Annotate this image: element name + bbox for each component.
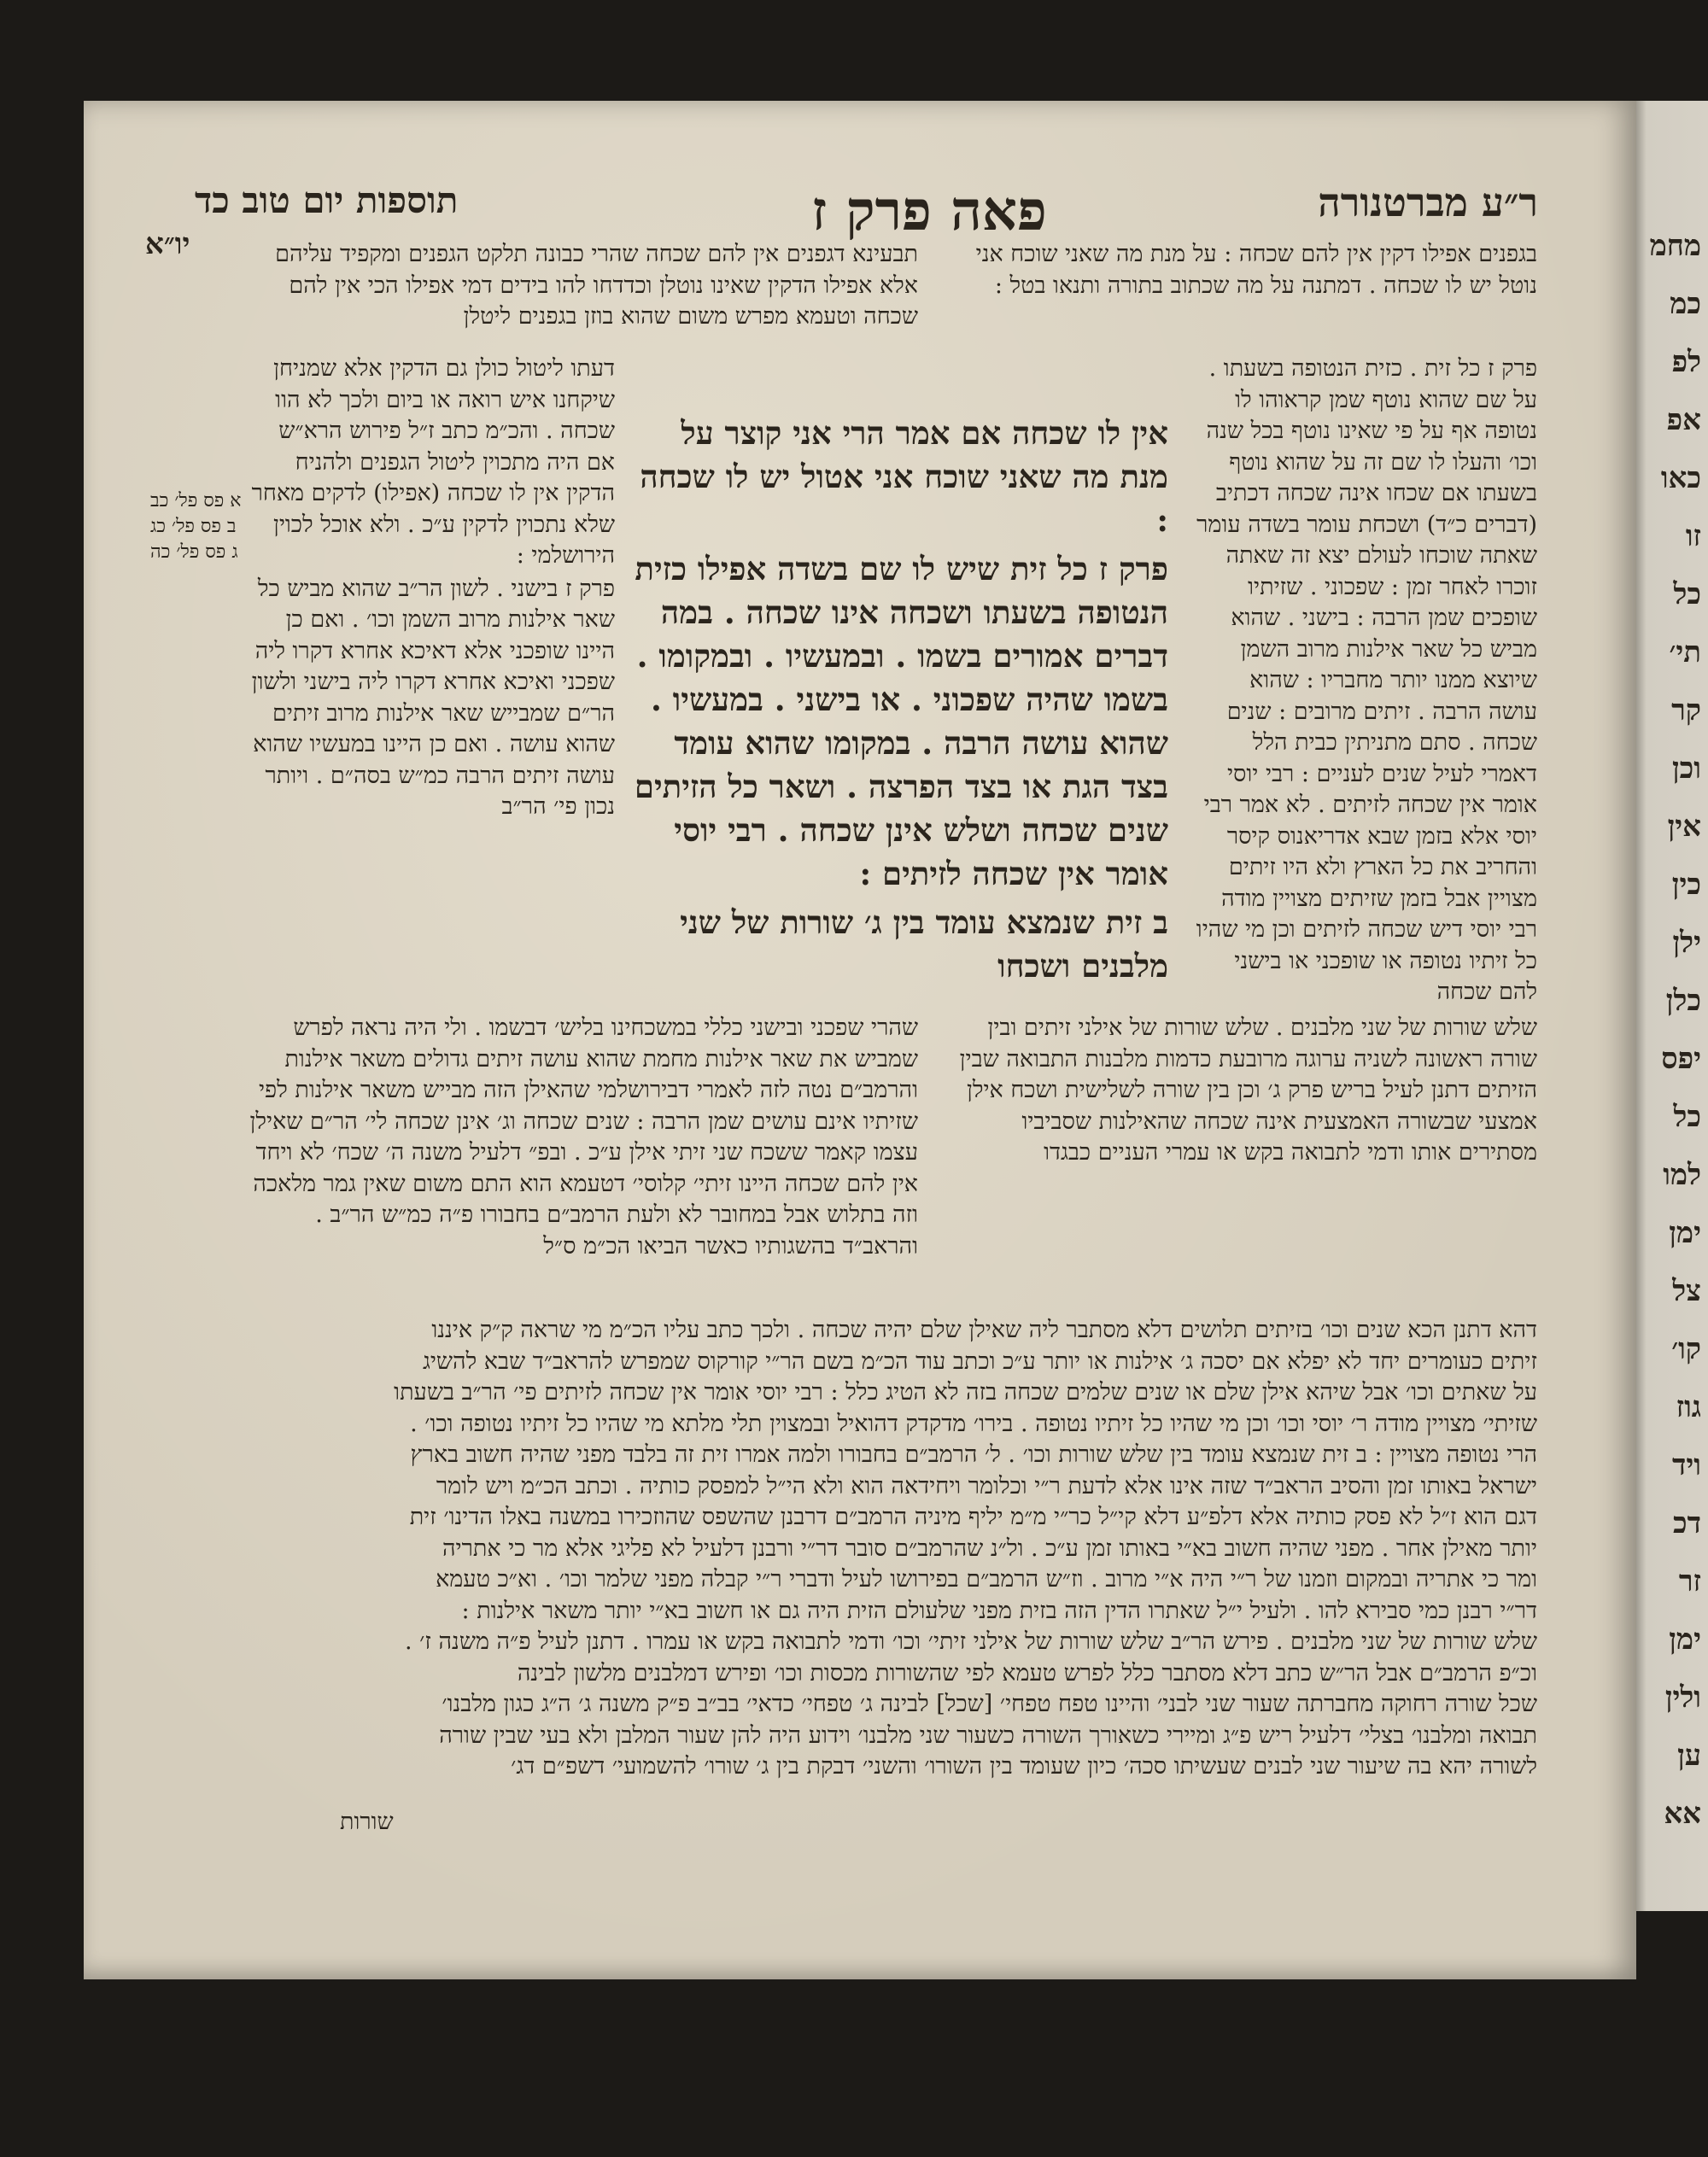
corner-mark: יו״א	[145, 227, 190, 261]
next-page-fragment: ולין	[1664, 1681, 1701, 1715]
next-page-fragment: קר	[1671, 693, 1701, 728]
header-tosafot-title: תוספות יום טוב כד	[195, 179, 459, 221]
footer-line: תבואה ומלבנו׳ בצלי׳ דלעיל ריש פ״ג ומיירי כשאורך השורה כשעור שני מלבנו׳ וידוע היה להן שעור המלבן ולא בעי שבין שורה	[439, 1722, 1537, 1749]
footer-line: שזיתי׳ מצויין מודה ר׳ יוסי וכו׳ וכן מי שהיו כל זיתיו נטופה . בירו׳ מדקדק דהואיל ובמצוין תלי מלתא מי שהיו כל זיתיו נטופה וכו׳ .	[410, 1410, 1537, 1437]
next-page-fragment: לפ	[1671, 345, 1701, 379]
next-page-fragment: זו	[1685, 519, 1701, 553]
header-tractate-title: פאה פרק ז	[811, 179, 1047, 243]
tosafot-top: תבעינא דגפנים אין להם שכחה שהרי כבונה תלקט הגפנים ומקפיד עליהם אלא אפילו הדקין שאינו נוטלן וכדדחו להו בידים דמי אפילו הכי אין להם שכחה וטעמא מפרש משום שהוא בוזן בגפנים ליטלן	[275, 241, 918, 330]
bartenura-lower: שלש שורות של שני מלבנים . שלש שורות של אילני זיתים ובין שורה ראשונה לשניה ערוגה מרובעת כדמות מלבנות התבואה שבין הזיתים דתנן לעיל בריש פרק ג׳ וכן בין שורה לשלישית ושכח אילן אמצעי שבשורה האמצעית אינה שכחה שהאילנות שסביביו מסתירים אותו ודמי לתבואה בקש או עמרי העניים כבגדו	[959, 1014, 1537, 1166]
mishnah-7-2-start: ב זית שנמצא עומד בין ג׳ שורות של שני מלבנים ושכחו	[680, 903, 1168, 985]
next-page-fragment: מחמ	[1649, 229, 1701, 263]
footer-line: ומר כי אתריה ובמקום וזמנו של ר״י היה א״י מרוב . וז״ש הרמב״ם בפירושו לעיל ודברי ר״י קבלה מפני שלמר וכו׳ . וא״כ טעמא	[436, 1566, 1537, 1593]
footer-line: דר״י רבנן כמי סבירא להו . ולעיל י״ל שאתרו הדין הזה בזית מפני שלעולם הזית היה גם או חשוב בא״י יותר משאר אילנות :	[461, 1597, 1537, 1624]
footer-line: שלש שורות של שני מלבנים . פירש הר״ב שלש שורות של אילני זיתי׳ וכו׳ ודמי לתבואה בקש או עמרו . דתנן לעיל פ״ה משנה ז׳ .	[405, 1628, 1537, 1655]
next-page-fragment: כלן	[1665, 984, 1701, 1018]
tosafot-paragraph: פרק ז בישני . לשון הר״ב שהוא מביש כל שאר אילנות מרוב השמן וכו׳ . ואם כן היינו שופכני אלא דאיכא אחרא דקרו ליה שפכני ואיכא אחרא דקרו ליה בישני ולשון הר״ם שמבייש שאר אילנות מרוב זיתים שהוא עושה . ואם כן היינו במעשיו שהוא עושה זיתים הרבה כמ״ש בסה״ם . ויותר נכון פי׳ הר״ב	[251, 575, 615, 820]
catchword: שורות	[340, 1809, 394, 1835]
next-page-fragment: כין	[1671, 868, 1701, 902]
next-page-fragment: קו׳	[1671, 1332, 1701, 1366]
next-page-edge	[1633, 101, 1708, 1911]
next-page-fragment: כל	[1673, 577, 1701, 611]
footer-line: ישראל באותו זמן והסיב הראב״ד שזה אינו אלא לדעת ר״י וכלומר ויחידאה הוא ולא הי״ל למפסק כותיה . וכתב הכ״מ ויש לומר	[436, 1472, 1537, 1499]
next-page-fragment: ען	[1677, 1739, 1701, 1773]
next-page-fragment: צל	[1672, 1274, 1701, 1308]
next-page-fragment: זר	[1678, 1564, 1701, 1599]
next-page-fragment: וכן	[1672, 751, 1701, 786]
bartenura-column	[1196, 354, 1537, 1010]
footer-line: דהא דתנן הכא שנים וכו׳ בזיתים תלושים דלא מסתבר ליה שאילן שלם יהיה שכחה . ולכך כתב עליו הכ״מ מי שראה ק״ק איננו	[431, 1317, 1537, 1343]
margin-ref: ג פס פל׳ כה	[150, 541, 238, 563]
tosafot-full-width	[248, 1315, 1537, 1783]
next-page-fragment: גוז	[1676, 1390, 1701, 1424]
next-page-fragment: אא	[1664, 1797, 1701, 1831]
next-page-fragment: אפ	[1666, 403, 1701, 437]
mishnah-text	[630, 412, 1168, 988]
next-page-fragment: תי׳	[1669, 635, 1701, 669]
next-page-fragment: ילן	[1672, 926, 1701, 960]
margin-ref: ב פס פל׳ כג	[150, 516, 237, 537]
footer-line: דגם הוא ז״ל לא פסק כותיה אלא דלפ״ע דלא קי״ל כר״י מ״מ יליף מיניה הרמב״ם דרבנן שהשפס שהוזכירו במשנה באלו הדינו׳ זית	[409, 1504, 1537, 1530]
tosafot-lower: שהרי שפכני ובישני כללי במשכחינו בליש׳ דבשמו . ולי היה נראה לפרש שמביש את שאר אילנות מחמת שהוא עושה זיתים גדולים משאר אילנות והרמב״ם נטה לזה לאמרי דבירושלמי שהאילן הזה מבייש משאר אילנות לפי שזיתיו אינם עושים שמן הרבה : שנים שכחה וג׳ אינן שכחה לי׳ הר״ם שאילן עצמו קאמר ששכח שני זיתי אילן ע״כ . ובפ״ דלעיל משנה ה׳ שכח׳ לא ויחד אין להם שכחה היינו זיתי׳ קלוסי׳ דטעמא הוא התם משום שאין גמר מלאכה וזה בתלוש אבל במחובר לא ולעת הרמב״ם בחבורו פ״ה כמ״ש הר״ב . והראב״ד בהשגותיו כאשר הביאו הכ״מ ס״ל	[249, 1014, 918, 1260]
footer-line: יותר מאילן אחר . מפני שהיה חשוב בא״י באותו זמן ע״כ . ול״נ שהרמב״ם סובר דר״י ורבנן דלעיל לא פליגי אלא מר כי אתריה	[442, 1534, 1537, 1562]
footer-line: זיתים כעומרים יחד לא יפלא אם יסכה ג׳ אילנות או יותר ע״כ וכתב עוד הכ״מ בשם הר״י קורקוס שמפרש להראב״ד שבא להשיג	[422, 1347, 1537, 1375]
margin-ref: א פס פל׳ כב	[150, 490, 242, 511]
next-page-fragment: כל	[1673, 1100, 1701, 1134]
mishnah-chapter-7-1: פרק ז כל זית שיש לו שם בשדה אפילו כזית הנטופה בשעתו ושכחה אינו שכחה . במה דברים אמורים בשמו . ובמעשיו . ובמקומו . בשמו שהיה שפכוני . או בישני . במעשיו . שהוא עושה הרבה . במקומו שהוא עומד בצד הגת או בצד הפרצה . ושאר כל הזיתים שנים שכחה ושלש אינן שכחה . רבי יוסי אומר אין שכחה לזיתים :	[634, 550, 1168, 892]
bartenura-top: בגפנים אפילו דקין אין להם שכחה : על מנת מה שאני שוכח אני נוטל יש לו שכחה . דמתנה על מה שכתוב בתורה ותנאו בטל :	[975, 241, 1537, 299]
next-page-fragment: כאו	[1660, 461, 1701, 495]
footer-line: לשורה יהא בה שיעור שני לבנים שעשיתו סכה׳ כיון שעומד בין השורו׳ והשני׳ דבקת בין ג׳ שורו׳ להשמועי׳ דשפ״ם דג׳	[511, 1753, 1537, 1780]
next-page-fragment: דכ	[1673, 1506, 1701, 1540]
next-page-fragment: כמ	[1670, 287, 1701, 321]
header-bartenura-title: ר״ע מברטנורה	[1318, 179, 1538, 225]
footer-line: הרי נטופה מצויין : ב זית שנמצא עומד בין שלש שורות וכו׳ . ל׳ הרמב״ם בחבורו ולמה אמרו זית זה בלבד מפני שהיה חשוב בארץ	[410, 1441, 1537, 1468]
mishnah-end-prev: אין לו שכחה אם אמר הרי אני קוצר על מנת מה שאני שוכח אני אטול יש לו שכחה :	[640, 414, 1168, 539]
tosafot-paragraph: דעתו ליטול כולן גם הדקין אלא שמניחן שיקחנו איש רואה או ביום ולכך לא הוו שכחה . והכ״מ כתב ז״ל פירוש הרא״ש אם היה מתכוין ליטול הגפנים ולהניח הדקין אין לו שכחה (אפילו) לדקים מאחר שלא נתכוין לדקין ע״כ . ולא אוכל לכוין הירושלמי :	[251, 355, 615, 569]
next-page-fragment: ימן	[1669, 1216, 1701, 1250]
book-page	[84, 101, 1636, 1979]
margin-references	[150, 488, 253, 565]
footer-line: שכל שורה רחוקה מחברתה שעור שני לבני׳ והיינו טפח טפחי׳ [שכל] לבינה ג׳ טפחי׳ כדאי׳ בב״ב פ״ק משנה ג׳ ה״ג כגון מלבנו׳	[442, 1691, 1537, 1717]
next-page-fragment: למו	[1663, 1158, 1701, 1192]
footer-line: וכ״פ הרמב״ם אבל הר״ש כתב דלא מסתבר כלל לפרש טעמא לפי שהשורות מכסות וכו׳ ופירש דמלבנים מלשון לבינה	[517, 1659, 1537, 1686]
footer-line: על שאתים וכו׳ אבל שיהא אילן שלם או שנים שלמים שכחה בזה לא הטיג כלל : רבי יוסי אומר אין שכחה לזיתים פי׳ הר״ב בשעתו	[394, 1379, 1537, 1406]
bartenura-paragraph: פרק ז כל זית . כזית הנטופה בשעתו . על שם שהוא נוטף שמן קראוהו לו נטופה אף על פי שאינו נוטף בכל שנה וכו׳ והעלו לו שם זה על שהוא נוטף בשעתו אם שכחו אינה שכחה דכתיב (דברים כ״ד) ושכחת עומר בשדה עומר שאתה שוכחו לעולם יצא זה שאתה זוכרו לאחר זמן : שפכוני . שזיתיו שופכים שמן הרבה : בישני . שהוא מביש כל שאר אילנות מרוב השמן שיוצא ממנו יותר מחבריו : שהוא עושה הרבה . זיתים מרובים : שנים שכחה . סתם מתניתין כבית הלל דאמרי לעיל שנים לעניים : רבי יוסי אומר אין שכחה לזיתים . לא אמר רבי יוסי אלא בזמן שבא אדריאנוס קיסר והחריב את כל הארץ ולא היו זיתים מצויין אבל בזמן שזיתים מצויין מודה רבי יוסי דיש שכחה לזיתים וכן מי שהיו כל זיתיו נטופה או שופכני או בישני להם שכחה	[1196, 355, 1537, 1005]
next-page-fragment: יפס	[1661, 1042, 1701, 1076]
tosafot-column	[248, 354, 615, 825]
next-page-fragment: ויד	[1672, 1448, 1701, 1482]
next-page-fragment: ימן	[1669, 1622, 1701, 1657]
next-page-fragment: אין	[1667, 810, 1701, 844]
running-header	[84, 179, 1636, 243]
